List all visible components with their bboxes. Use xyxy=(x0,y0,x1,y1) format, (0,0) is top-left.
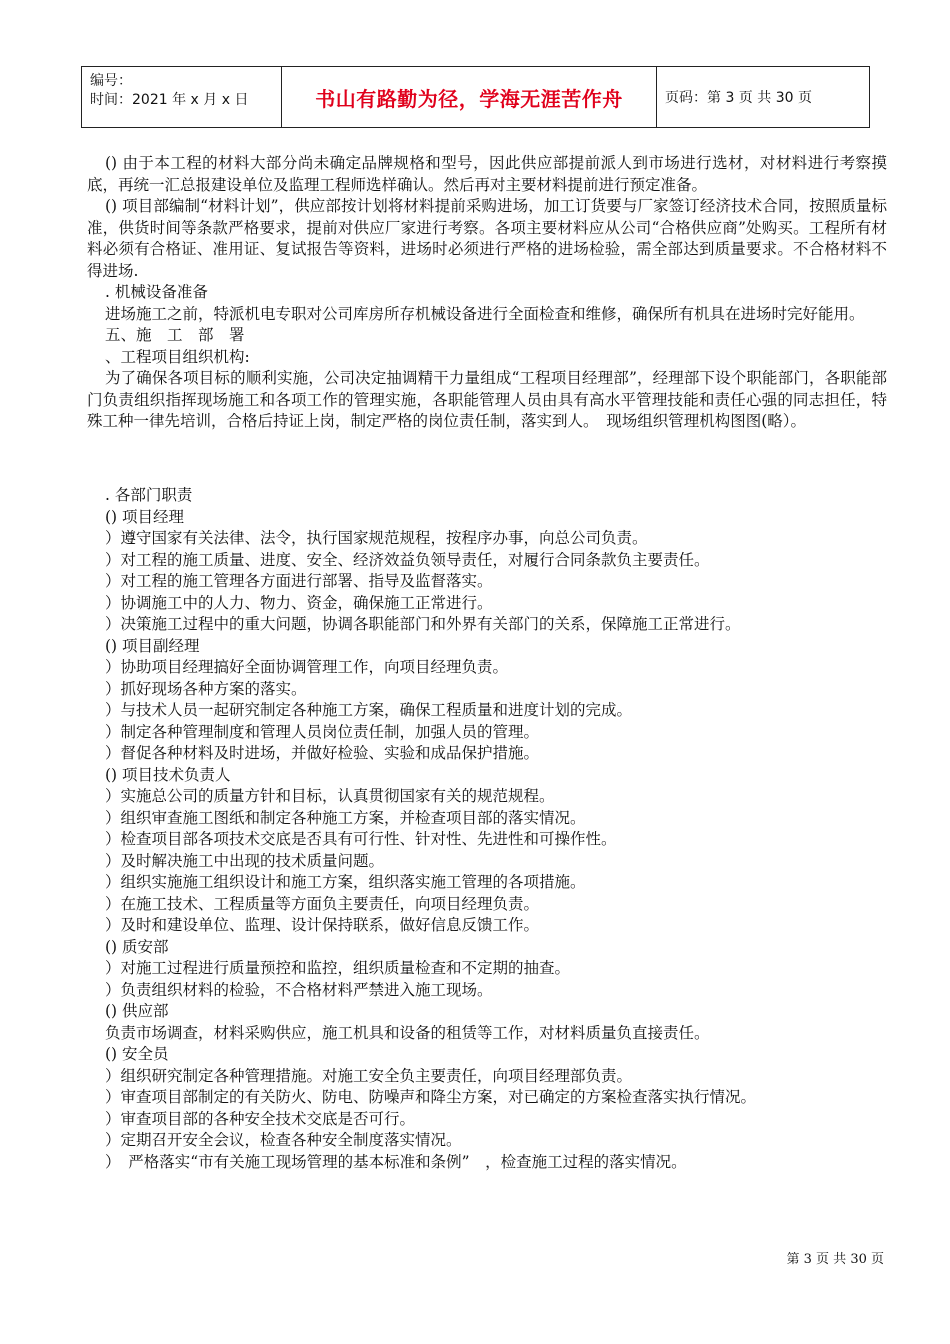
paragraph: ）审查项目部制定的有关防火、防电、防噪声和降尘方案，对已确定的方案检查落实执行情况。 xyxy=(105,1088,757,1106)
page-header xyxy=(81,66,870,128)
header-page-cell xyxy=(657,67,869,127)
paragraph: . 各部门职责 xyxy=(105,486,193,504)
paragraph: ）检查项目部各项技术交底是否具有可行性、针对性、先进性和可操作性。 xyxy=(105,830,617,848)
paragraph: () 供应部 xyxy=(105,1002,169,1020)
document-time: 时间：2021 年 x 月 x 日 xyxy=(90,92,249,108)
document-body xyxy=(87,153,887,1173)
paragraph: ）抓好现场各种方案的落实。 xyxy=(105,679,307,698)
paragraph: ）督促各种材料及时进场，并做好检验、实验和成品保护措施。 xyxy=(105,744,540,762)
paragraph: ）协调施工中的人力、物力、资金，确保施工正常进行。 xyxy=(105,593,493,612)
paragraph: () 由于本工程的材料大部分尚未确定品牌规格和型号，因此供应部提前派人到市场进行选材，对材料进行考察摸底，再统一汇总报建设单位及监理工程师选样确认。然后再对主要材料提前进行预定准备。 xyxy=(87,154,887,194)
paragraph: 、工程项目组织机构: xyxy=(105,347,250,366)
paragraph: 负责市场调查，材料采购供应，施工机具和设备的租赁等工作，对材料质量负直接责任。 xyxy=(105,1023,710,1042)
header-motto: 书山有路勤为径，学海无涯苦作舟 xyxy=(315,86,623,111)
paragraph: ）决策施工过程中的重大问题，协调各职能部门和外界有关部门的关系，保障施工正常进行。 xyxy=(105,615,741,633)
paragraph: ）在施工技术、工程质量等方面负主要责任，向项目经理负责。 xyxy=(105,894,540,913)
paragraph: () 质安部 xyxy=(105,937,169,956)
paragraph: ）组织审查施工图纸和制定各种施工方案，并检查项目部的落实情况。 xyxy=(105,808,586,827)
paragraph: 进场施工之前，特派机电专职对公司库房所存机械设备进行全面检查和维修，确保所有机具在进场时完好能用。 xyxy=(105,304,865,323)
document-number-label: 编号： xyxy=(90,73,132,89)
paragraph: ）负责组织材料的检验，不合格材料严禁进入施工现场。 xyxy=(105,980,493,999)
paragraph: ）制定各种管理制度和管理人员岗位责任制，加强人员的管理。 xyxy=(105,722,540,741)
paragraph: ）组织研究制定各种管理措施。对施工安全负主要责任，向项目经理部负责。 xyxy=(105,1066,633,1085)
paragraph: () 项目经理 xyxy=(105,507,185,526)
header-page-number: 页码：第 3 页 共 30 页 xyxy=(665,90,812,106)
paragraph: () 项目副经理 xyxy=(105,636,200,655)
paragraph: ）审查项目部的各种安全技术交底是否可行。 xyxy=(105,1109,416,1128)
paragraph: ）实施总公司的质量方针和目标，认真贯彻国家有关的规范规程。 xyxy=(105,787,555,805)
paragraph: ）对工程的施工管理各方面进行部署、指导及监督落实。 xyxy=(105,572,493,590)
paragraph: ）及时和建设单位、监理、设计保持联系，做好信息反馈工作。 xyxy=(105,916,540,934)
paragraph: ）对工程的施工质量、进度、安全、经济效益负领导责任，对履行合同条款负主要责任。 xyxy=(105,550,710,569)
header-motto-cell xyxy=(282,67,657,127)
paragraph: ）与技术人员一起研究制定各种施工方案，确保工程质量和进度计划的完成。 xyxy=(105,701,633,719)
paragraph: () 项目技术负责人 xyxy=(105,765,231,784)
paragraph: ）定期召开安全会议，检查各种安全制度落实情况。 xyxy=(105,1131,462,1149)
paragraph: ）及时解决施工中出现的技术质量问题。 xyxy=(105,851,385,870)
paragraph: ）协助项目经理搞好全面协调管理工作，向项目经理负责。 xyxy=(105,658,509,676)
paragraph: () 安全员 xyxy=(105,1045,169,1063)
paragraph: ）组织实施施工组织设计和施工方案，组织落实施工管理的各项措施。 xyxy=(105,873,586,891)
paragraph: ）遵守国家有关法律、法令，执行国家规范规程，按程序办事，向总公司负责。 xyxy=(105,529,648,547)
paragraph: 为了确保各项目标的顺利实施，公司决定抽调精干力量组成“工程项目经理部”，经理部下设个职能部门，各职能部门负责组织指挥现场施工和各项工作的管理实施，各职能管理人员由具有高水平管理技能和责任心强的同志担任，特殊工种一律先培训，合格后持证上岗，制定严格的岗位责任制，落实到人。 现场组织管理机构图图(略）。 xyxy=(87,369,887,430)
paragraph: . 机械设备准备 xyxy=(105,283,208,301)
header-info xyxy=(82,67,282,127)
page-footer: 第 3 页 共 30 页 xyxy=(786,1252,884,1267)
paragraph: ）对施工过程进行质量预控和监控，组织质量检查和不定期的抽查。 xyxy=(105,959,571,977)
paragraph: ） 严格落实“市有关施工现场管理的基本标准和条例” ，检查施工过程的落实情况。 xyxy=(105,1152,687,1171)
paragraph: 五、施 工 部 署 xyxy=(105,326,245,344)
paragraph: () 项目部编制“材料计划”，供应部按计划将材料提前采购进场，加工订货要与厂家签订经济技术合同，按照质量标准，供货时间等条款严格要求，提前对供应厂家进行考察。各项主要材料应从公司“合格供应商”处购买。工程所有材料必须有合格证、准用证、复试报告等资料，进场时必须进行严格的进场检验，需全部达到质量要求。不合格材料不得进场. xyxy=(87,197,887,280)
blank-line xyxy=(87,448,887,470)
